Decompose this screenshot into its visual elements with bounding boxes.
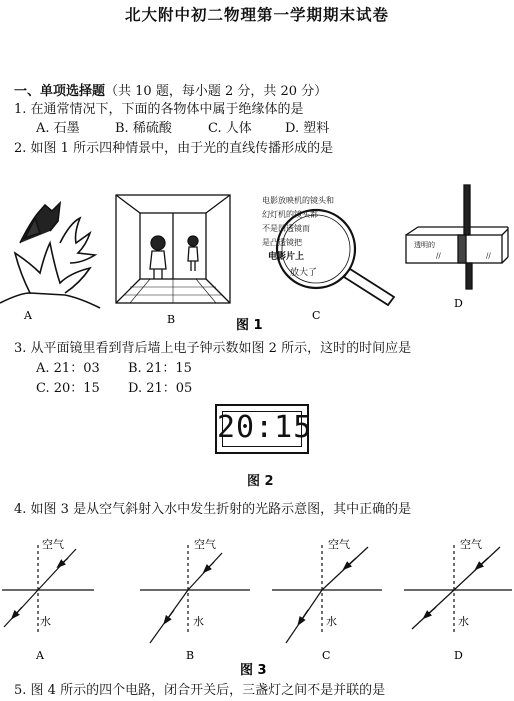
svg-text://: // — [436, 252, 441, 260]
q3-option-c[interactable]: C. 20：15 — [36, 381, 100, 396]
c-text-line-3: 不是凹透镜而 — [262, 224, 310, 233]
section-heading — [14, 80, 327, 99]
figure-1-label-d: D — [454, 297, 463, 310]
q1-option-a[interactable]: A. 石墨 — [36, 121, 80, 136]
figure-1-label-b: B — [167, 313, 176, 326]
fig3-a-air: 空气 — [42, 538, 64, 551]
clock-display: 20:15 — [217, 410, 313, 445]
figure-1-caption: 图 1 — [236, 318, 263, 333]
q3-option-b[interactable]: B. 21：15 — [128, 361, 192, 376]
figure-3 — [0, 535, 514, 678]
q1-option-d[interactable]: D. 塑料 — [285, 121, 330, 136]
figure-3-label-b: B — [186, 649, 195, 662]
figure-3-diagram-c — [272, 545, 382, 643]
figure-3-label-c: C — [322, 649, 331, 662]
figure-1-c-magnifier — [262, 195, 394, 305]
fig3-d-air: 空气 — [460, 538, 482, 551]
fig3-c-water: 水 — [326, 615, 337, 628]
q3-option-d[interactable]: D. 21：05 — [128, 381, 193, 396]
figure-1-label-a: A — [24, 309, 32, 322]
figure-3-label-a: A — [36, 649, 44, 662]
c-text-line-6: 放大了 — [290, 268, 318, 278]
q1-option-c[interactable]: C. 人体 — [208, 121, 252, 136]
figure-2-clock — [215, 404, 313, 454]
figure-1-a-hand-shadow — [0, 203, 100, 308]
d-glass-label: 透明的 — [414, 241, 435, 249]
figure-3-caption: 图 3 — [240, 663, 267, 678]
figure-3-label-d: D — [454, 649, 463, 662]
figure-1-b-mirror-room — [116, 195, 230, 303]
figure-1 — [0, 183, 514, 333]
svg-text://: // — [486, 252, 491, 260]
section-title: 一、单项选择题 — [14, 84, 106, 99]
page-title: 北大附中初二物理第一学期期末试卷 — [124, 5, 389, 24]
fig3-d-water: 水 — [458, 615, 469, 628]
fig3-b-air: 空气 — [194, 538, 216, 551]
question-4-stem: 4. 如图 3 是从空气斜射入水中发生折射的光路示意图，其中正确的是 — [14, 502, 412, 517]
c-text-line-1: 电影放映机的镜头和 — [262, 196, 334, 205]
c-text-line-4: 是凸透镜把 — [262, 238, 302, 247]
section-note: （共 10 题，每小题 2 分，共 20 分） — [105, 84, 328, 99]
figure-1-d-glass-block — [406, 185, 508, 289]
question-2-stem: 2. 如图 1 所示四种情景中，由于光的直线传播形成的是 — [14, 141, 334, 156]
question-3-options-row-1 — [36, 357, 192, 376]
figure-3-diagram-b — [140, 545, 250, 643]
question-5-stem: 5. 图 4 所示的四个电路，闭合开关后，三盏灯之间不是并联的是 — [14, 683, 386, 698]
question-1-stem: 1. 在通常情况下，下面的各物体中属于绝缘体的是 — [14, 102, 304, 117]
figure-2-caption: 图 2 — [247, 474, 274, 489]
fig3-b-water: 水 — [193, 615, 204, 628]
question-3-options-row-2 — [36, 377, 192, 396]
fig3-a-water: 水 — [40, 615, 51, 628]
question-3-stem: 3. 从平面镜里看到背后墙上电子钟示数如图 2 所示，这时的时间应是 — [14, 341, 412, 356]
c-text-line-2: 幻灯机的镜头都 — [262, 210, 318, 219]
figure-1-label-c: C — [312, 309, 321, 322]
q3-option-a[interactable]: A. 21：03 — [36, 361, 100, 376]
question-1-options — [36, 117, 329, 136]
c-text-line-5: 电影片上 — [268, 252, 305, 262]
q1-option-b[interactable]: B. 稀硫酸 — [115, 121, 172, 136]
fig3-c-air: 空气 — [328, 538, 350, 551]
